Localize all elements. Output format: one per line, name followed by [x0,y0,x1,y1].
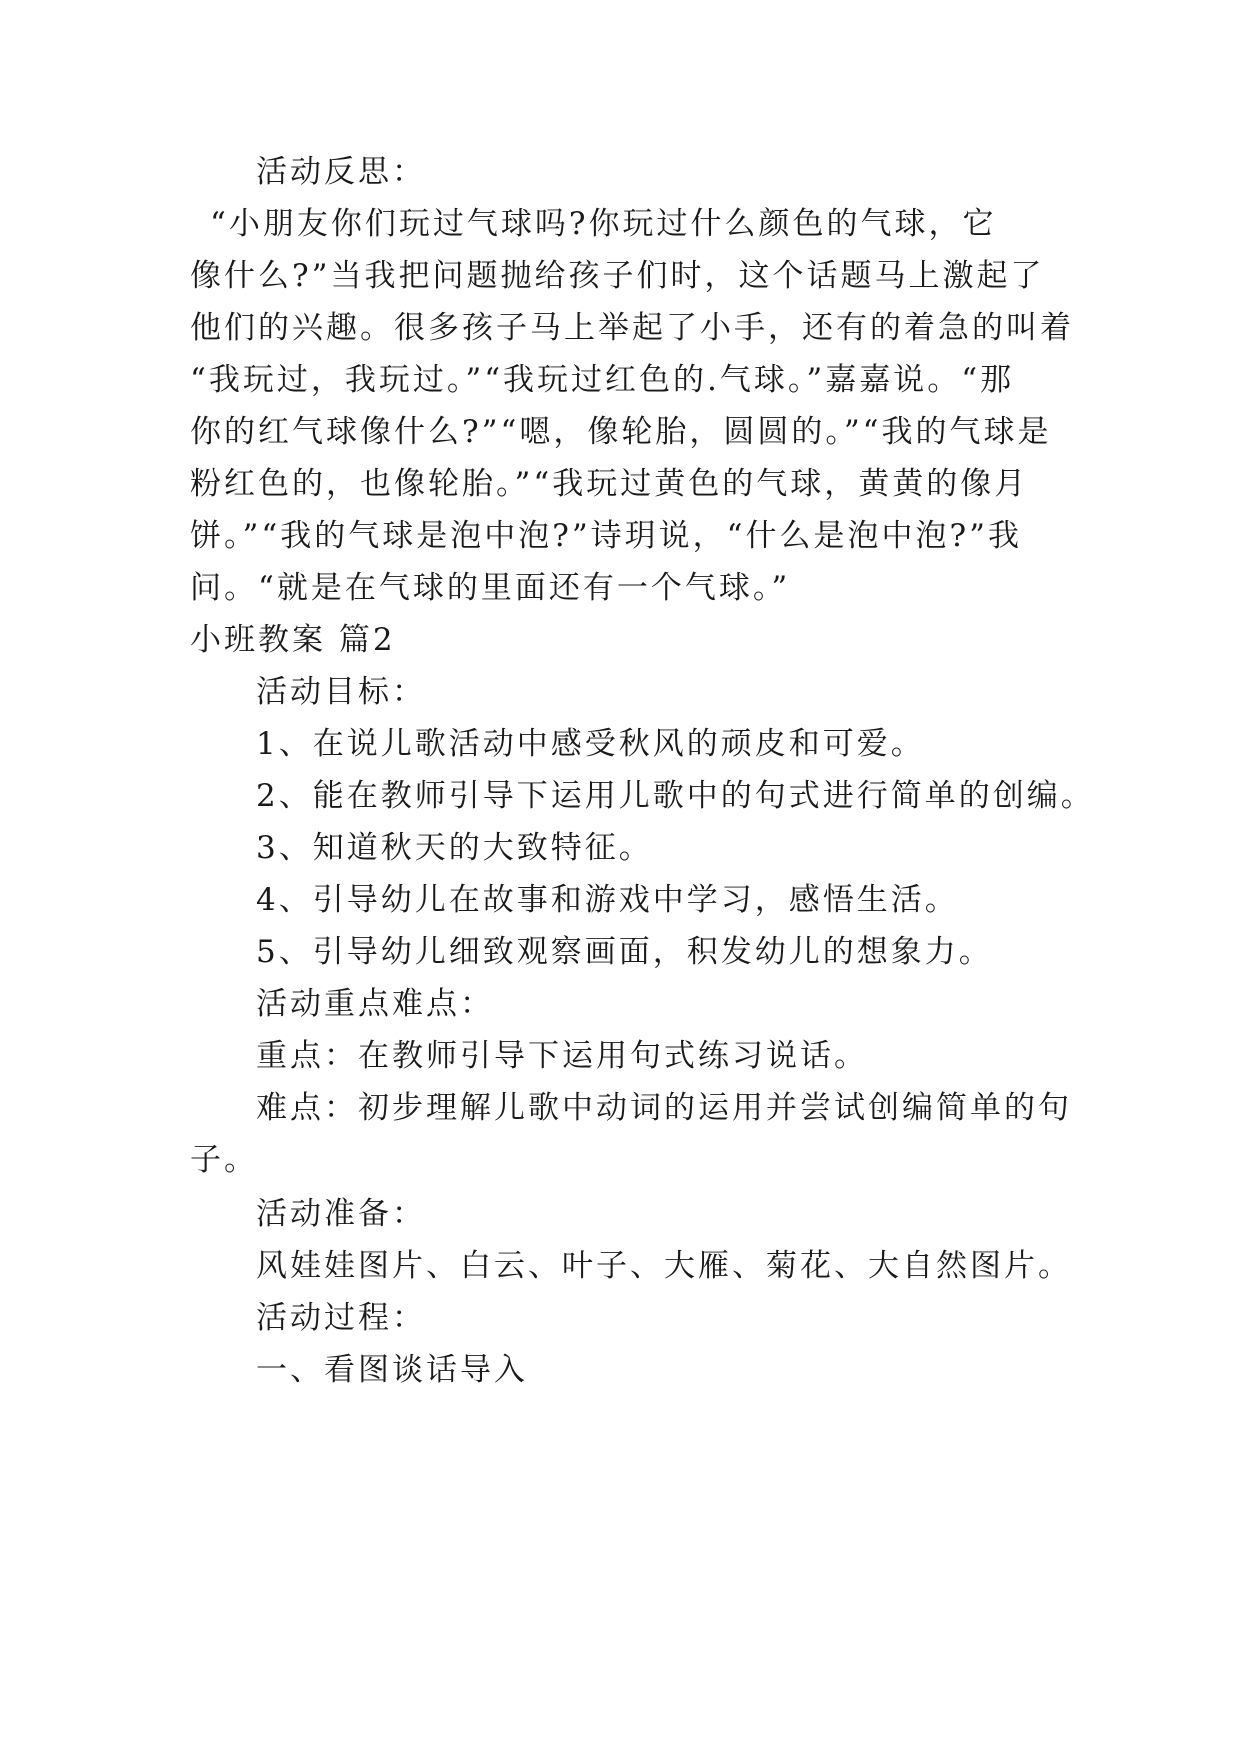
difficulty-text: 难点：初步理解儿歌中动词的运用并尝试创编简单的句 [256,1090,1072,1126]
section-heading-key-points: 活动重点难点： [256,986,494,1022]
difficulty-text: 子。 [190,1142,258,1178]
section-heading-goals: 活动目标： [256,674,426,710]
preparation-text: 风娃娃图片、白云、叶子、大雁、菊花、大自然图片。 [256,1248,1072,1284]
paragraph-line: “小朋友你们玩过气球吗?你玩过什么颜色的气球，它 [210,206,997,242]
key-point-text: 重点：在教师引导下运用句式练习说话。 [256,1038,868,1074]
section-heading-reflection: 活动反思： [256,154,426,190]
section-heading-preparation: 活动准备： [256,1196,426,1232]
paragraph-line: 你的红气球像什么?”“嗯，像轮胎，圆圆的。”“我的气球是 [190,414,1052,450]
goal-item: 5、引导幼儿细致观察画面，积发幼儿的想象力。 [256,934,993,970]
goal-item: 2、能在教师引导下运用儿歌中的句式进行简单的创编。 [256,778,1095,814]
paragraph-line: 他们的兴趣。很多孩子马上举起了小手，还有的着急的叫着 [190,310,1074,346]
paragraph-line: 像什么?”当我把问题抛给孩子们时，这个话题马上激起了 [190,258,1045,294]
paragraph-line: 问。“就是在气球的里面还有一个气球。” [190,570,791,606]
goal-item: 1、在说儿歌活动中感受秋风的顽皮和可爱。 [256,726,925,762]
section-title: 小班教案 篇2 [190,622,396,658]
process-step: 一、看图谈话导入 [256,1352,528,1388]
paragraph-line: 粉红色的，也像轮胎。”“我玩过黄色的气球，黄黄的像月 [190,466,1029,502]
goal-item: 3、知道秋天的大致特征。 [256,830,653,866]
section-heading-process: 活动过程： [256,1300,426,1336]
paragraph-line: “我玩过，我玩过。”“我玩过红色的.气球。”嘉嘉说。“那 [190,362,1015,398]
paragraph-line: 饼。”“我的气球是泡中泡?”诗玥说，“什么是泡中泡?”我 [190,518,1022,554]
goal-item: 4、引导幼儿在故事和游戏中学习，感悟生活。 [256,882,959,918]
